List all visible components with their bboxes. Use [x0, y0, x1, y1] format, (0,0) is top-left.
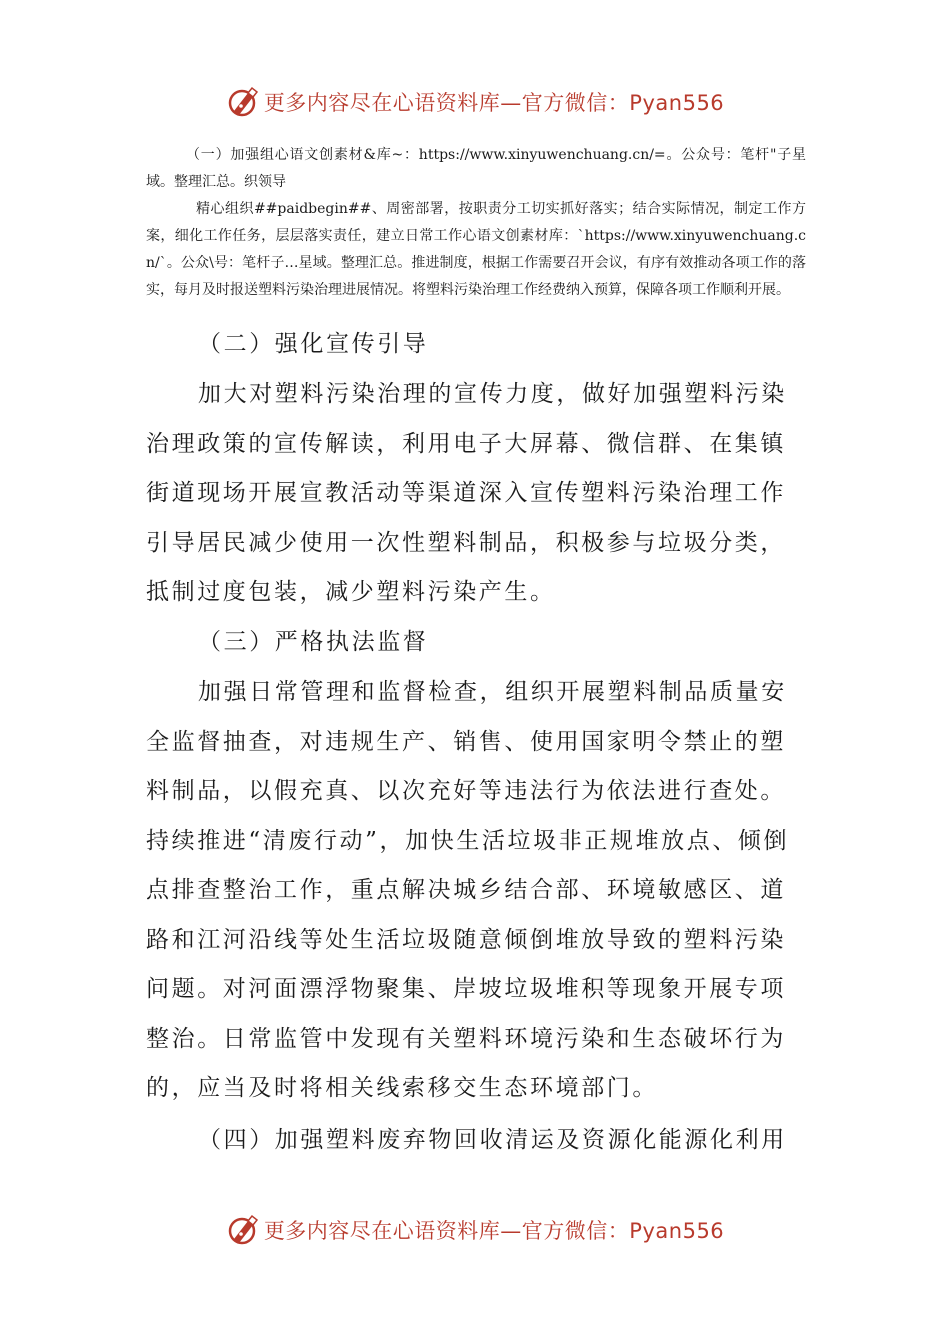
header-banner-text: 更多内容尽在心语资料库—官方微信：Pyan556: [263, 91, 725, 115]
section2-heading: （二）强化宣传引导: [198, 331, 429, 357]
pen-nib-logo-icon: [226, 85, 260, 119]
footer-banner-text: 更多内容尽在心语资料库—官方微信：Pyan556: [263, 1219, 725, 1243]
section3-heading: （三）严格执法监督: [198, 629, 429, 655]
section1-paragraph: （一）加强组心语文创素材&库~：https://www.xinyuwenchuang.cn/=。公众号：笔杆"子星域。整理汇总。织领导: [146, 147, 806, 190]
section2-paragraph: 加大对塑料污染治理的宣传力度，做好加强塑料污染治理政策的宣传解读，利用电子大屏幕、微信群、在集镇街道现场开展宣教活动等渠道深入宣传塑料污染治理工作引导居民减少使用一次性塑料制品，积极参与垃圾分类，抵制过度包装，减少塑料污染产生。: [146, 381, 787, 605]
section3-paragraph: 加强日常管理和监督检查，组织开展塑料制品质量安全监督抽查，对违规生产、销售、使用国家明令禁止的塑料制品，以假充真、以次充好等违法行为依法进行查处。持续推进“清废行动”，加快生活垃圾非正规堆放点、倾倒点排查整治工作，重点解决城乡结合部、环境敏感区、道路和江河沿线等处生活垃圾随意倾倒堆放导致的塑料污染问题。对河面漂浮物聚集、岸坡垃圾堆积等现象开展专项整治。日常监管中发现有关塑料环境污染和生态破坏行为的，应当及时将相关线索移交生态环境部门。: [146, 679, 790, 1101]
section1-paragraph-2: 精心组织##paidbegin##、周密部署，按职责分工切实抓好落实；结合实际情况，制定工作方案，细化工作任务，层层落实责任，建立日常工作心语文创素材库：`https://www.xinyuwenchuang.cn/`。公众\号：笔杆子…星域。整理汇总。推进制度，根据工作需要召开会议，有序有效推动各项工作的落实，每月及时报送塑料污染治理进展情况。将塑料污染治理工作经费纳入预算，保障各项工作顺利开展。: [146, 201, 806, 298]
footer-banner: [0, 1210, 950, 1250]
header-banner: [0, 82, 950, 122]
section4-heading: （四）加强塑料废弃物回收清运及资源化能源化利用: [198, 1127, 787, 1153]
pen-nib-logo-icon: [226, 1213, 260, 1247]
